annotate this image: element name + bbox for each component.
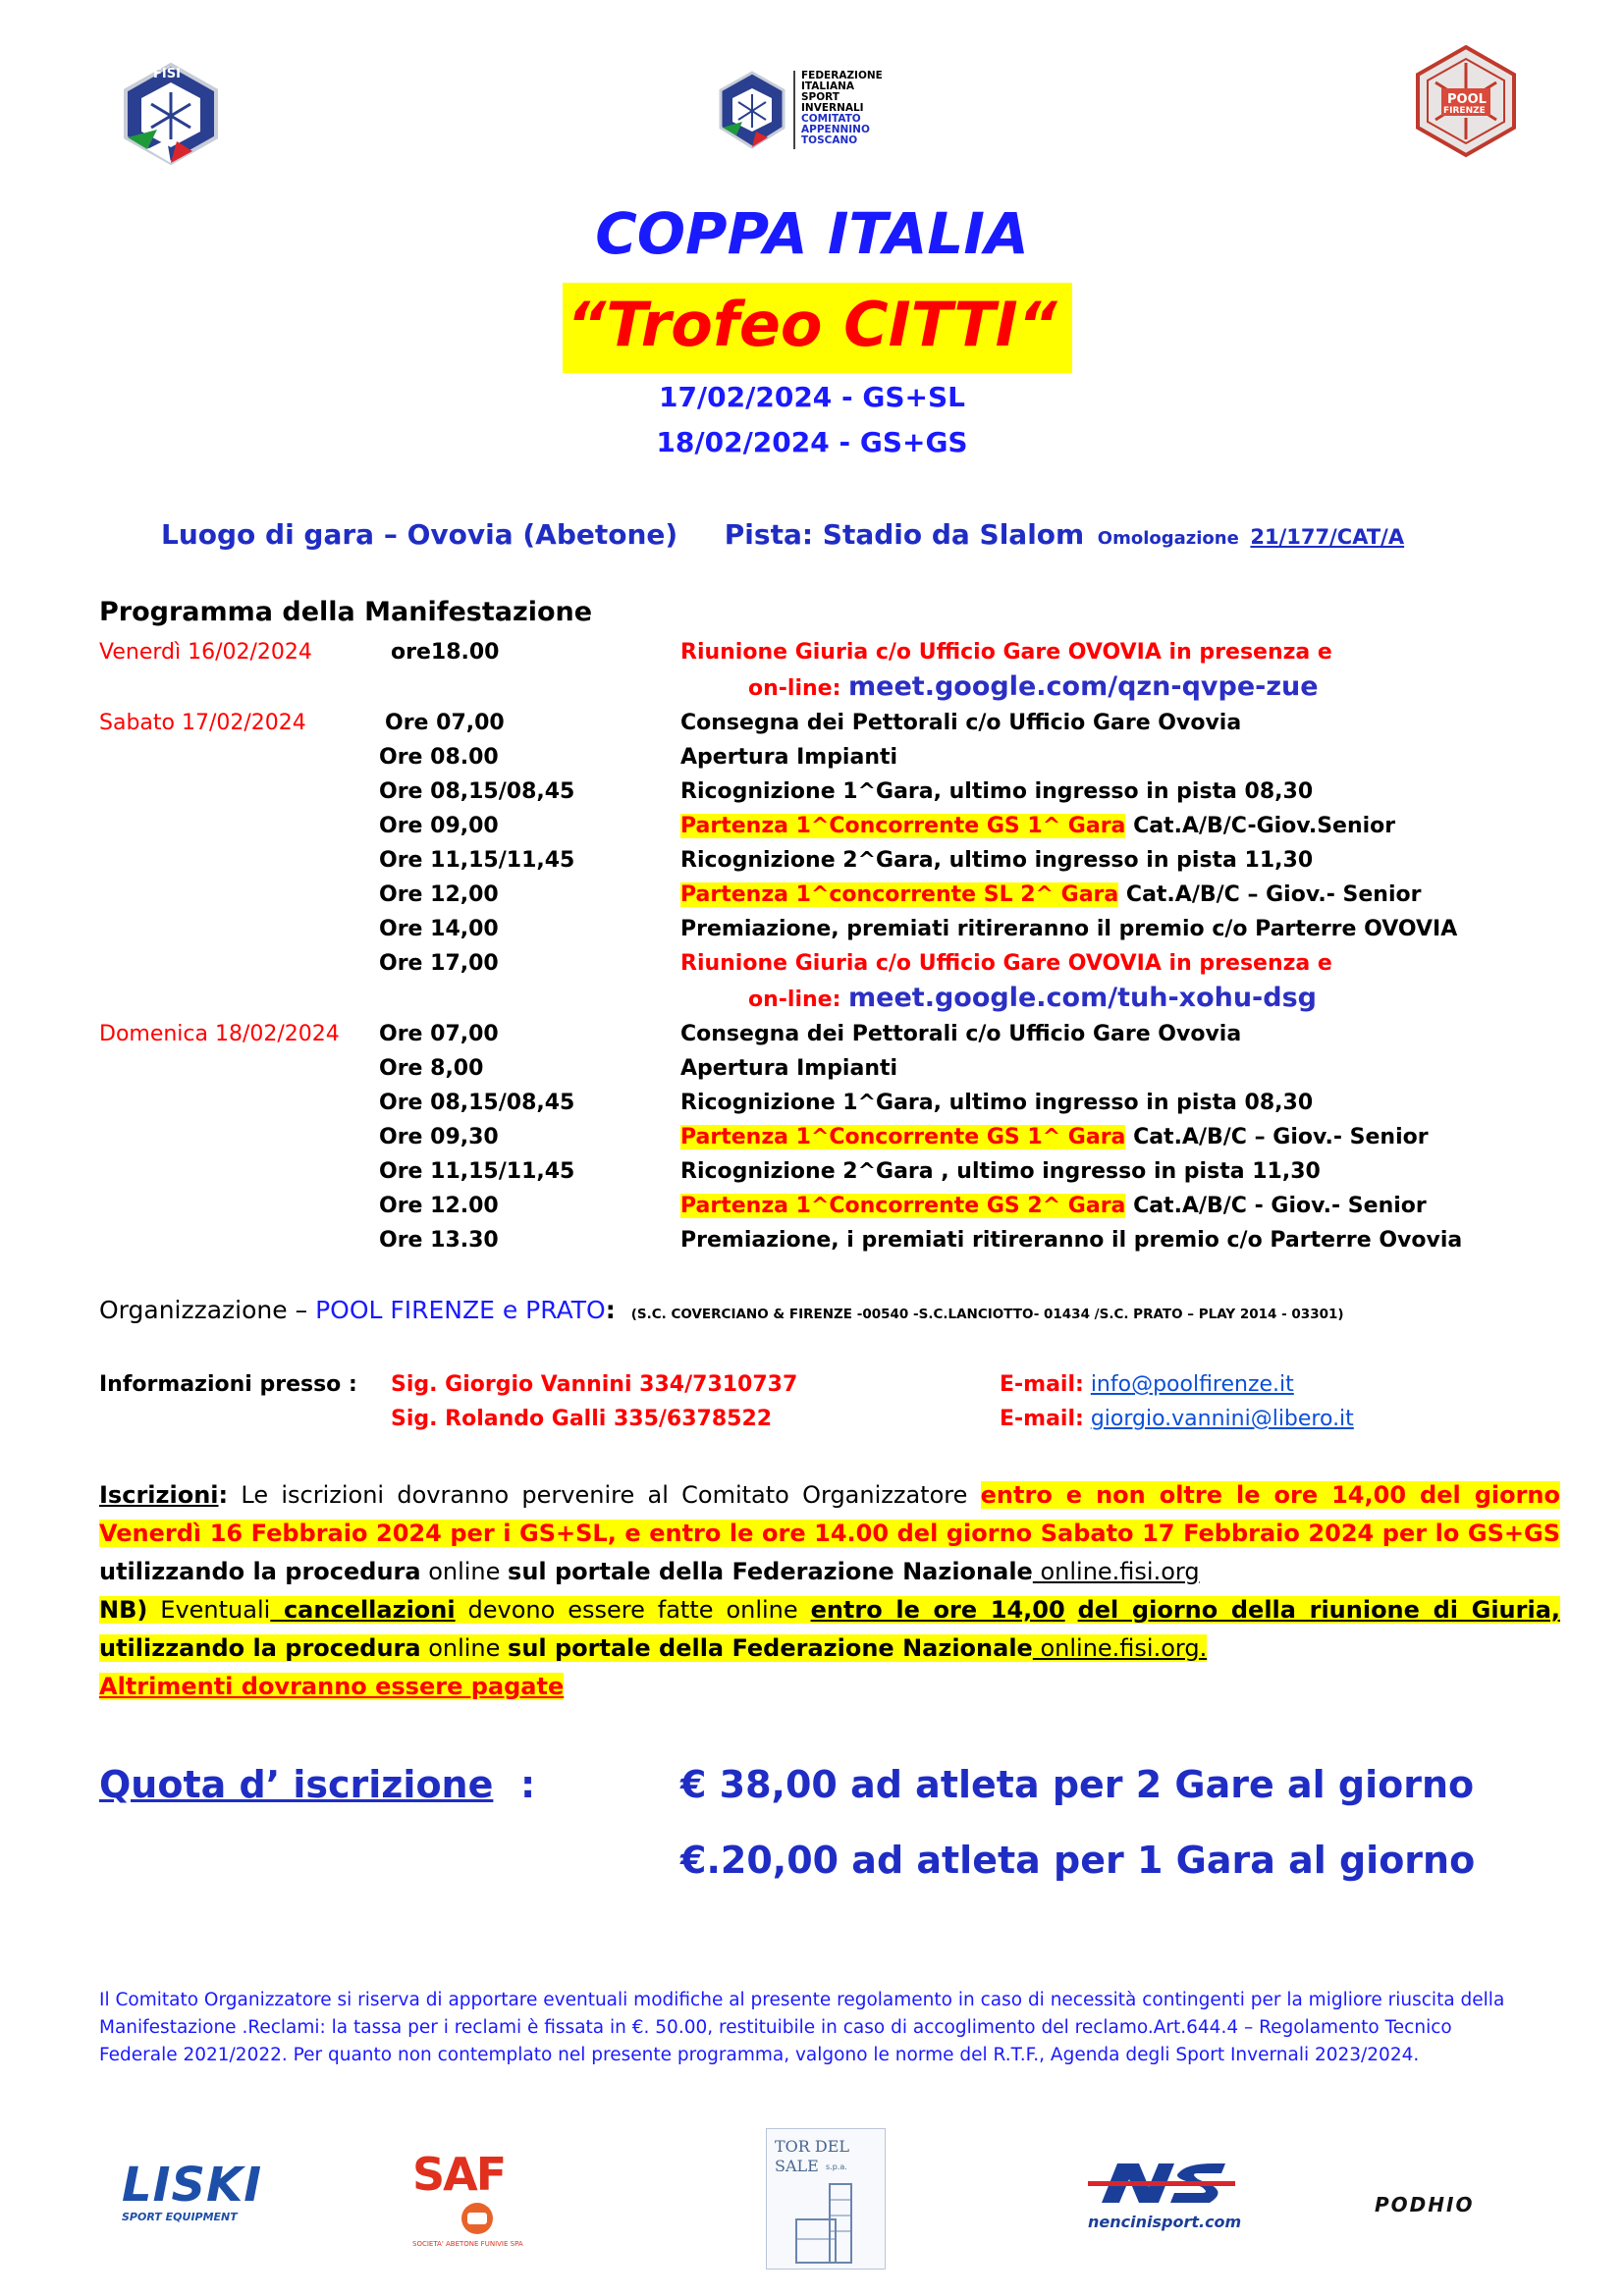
schedule-time: Ore 08,15/08,45 — [379, 1091, 575, 1115]
organization-details: (S.C. COVERCIANO & FIRENZE -00540 -S.C.LANCIOTTO- 01434 /S.C. PRATO – PLAY 2014 - 03301) — [630, 1307, 1344, 1322]
schedule-time: Ore 09,00 — [379, 814, 499, 838]
schedule-text: Ricognizione 1^Gara, ultimo ingresso in pista 08,30 — [680, 779, 1314, 804]
contact-1: Sig. Giorgio Vannini 334/7310737 — [391, 1372, 798, 1397]
organization-label: Organizzazione – — [99, 1296, 308, 1324]
registration-paragraph — [99, 1476, 1560, 1706]
fisi-committee-line: INVERNALI — [801, 102, 864, 114]
fisi-committee-line: SPORT — [801, 91, 839, 103]
sponsor-nencinisport — [1088, 2160, 1255, 2238]
day-saturday: Sabato 17/02/2024 — [99, 711, 306, 735]
schedule-time: Ore 8,00 — [379, 1056, 484, 1081]
fee-label: Quota d’ iscrizione — [99, 1763, 494, 1806]
schedule-time: Ore 09,30 — [379, 1125, 499, 1149]
schedule-text: Premiazione, premiati ritireranno il premio c/o Parterre OVOVIA — [680, 917, 1458, 941]
nb-deadline: del giorno della riunione di Giuria, — [1077, 1596, 1561, 1624]
nb-text: Eventuali — [147, 1596, 271, 1624]
category-text: Cat.A/B/C - Giov.- Senior — [1125, 1194, 1427, 1218]
fisi-committee-logo — [717, 67, 923, 155]
footer-note: Il Comitato Organizzatore si riserva di apportare eventuali modifiche al presente regolamento in caso di necessità contingenti per la migliore riuscita della Manifestazione .Reclami: la tassa per i reclami è fissata in €. 50.00, restituibile in caso di accoglimento del reclamo.Art.644.4 – Regolamento Tecnico Federale 2021/2022. Per quanto non contemplato nel presente programma, valgono le norme del R.T.F., Agenda degli Sport Invernali 2023/2024. — [99, 1990, 1505, 2065]
registration-deadline: entro e non oltre le ore 14,00 del giorno Venerdì 16 Febbraio 2024 per i GS+SL, e entro le ore 14.00 del giorno Sabato 17 Febbraio 2024 per lo GS+GS — [99, 1481, 1560, 1547]
fee-line-2: €.20,00 ad atleta per 1 Gara al giorno — [680, 1839, 1476, 1882]
registration-colon: : — [218, 1481, 229, 1509]
category-text: Cat.A/B/C-Giov.Senior — [1125, 814, 1396, 838]
day-sunday: Domenica 18/02/2024 — [99, 1022, 340, 1046]
podhio-logo-text: PODHIO — [1375, 2193, 1475, 2216]
schedule-time: ore18.00 — [391, 640, 500, 665]
nb-space — [1065, 1596, 1078, 1624]
nb-cancellation: cancellazioni — [270, 1596, 456, 1624]
schedule-text: Consegna dei Pettorali c/o Ufficio Gare Ovovia — [680, 711, 1242, 735]
fisi-committee-line: APPENNINO — [801, 124, 870, 135]
schedule-text: Ricognizione 1^Gara, ultimo ingresso in pista 08,30 — [680, 1091, 1314, 1115]
page-title: COPPA ITALIA — [595, 200, 1029, 267]
race-slope: Pista: Stadio da Slalom — [724, 518, 1085, 551]
schedule-text: Ricognizione 2^Gara, ultimo ingresso in pista 11,30 — [680, 848, 1314, 873]
nb-label: NB) — [99, 1596, 148, 1624]
registration-label: Iscrizioni — [99, 1481, 219, 1509]
fee-colon: : — [520, 1763, 536, 1806]
category-text: Cat.A/B/C – Giov.- Senior — [1118, 882, 1422, 907]
online-label: on-line: — [748, 676, 841, 701]
organization-name: POOL FIRENZE e PRATO — [315, 1296, 606, 1324]
nenci-logo-text: nencinisport.com — [1088, 2213, 1242, 2231]
fisi-portal-link[interactable]: online.fisi.org. — [1032, 1634, 1208, 1662]
start-highlight: Partenza 1^concorrente SL 2^ Gara — [680, 882, 1119, 907]
info-label: Informazioni presso : — [99, 1372, 357, 1397]
sponsor-podhio — [1375, 2193, 1512, 2222]
schedule-time: Ore 11,15/11,45 — [379, 1159, 575, 1184]
email-link[interactable]: giorgio.vannini@libero.it — [1090, 1407, 1354, 1431]
email-label: E-mail: — [1000, 1372, 1084, 1397]
fisi-committee-line: ITALIANA — [801, 80, 855, 92]
schedule-text: Premiazione, i premiati ritireranno il premio c/o Parterre Ovovia — [680, 1228, 1463, 1253]
schedule-time: Ore 08,15/08,45 — [379, 779, 575, 804]
nb-text: utilizzando la procedura — [99, 1634, 421, 1662]
nb-text: devono essere fatte online — [455, 1596, 811, 1624]
nb-text: sul portale della Federazione Nazionale — [508, 1634, 1033, 1662]
tor-logo-text: SALE — [775, 2157, 819, 2175]
registration-text: Le iscrizioni dovranno pervenire al Comitato Organizzatore — [228, 1481, 981, 1509]
online-label: on-line: — [748, 988, 841, 1012]
trophy-subtitle-text: “Trofeo CITTI“ — [567, 289, 1057, 360]
fisi-committee-line: TOSCANO — [801, 134, 858, 146]
race-date-1: 17/02/2024 - GS+SL — [658, 381, 966, 413]
start-highlight: Partenza 1^Concorrente GS 1^ Gara — [680, 1125, 1126, 1149]
payment-warning: Altrimenti dovranno essere pagate — [99, 1673, 565, 1700]
day-friday: Venerdì 16/02/2024 — [99, 640, 312, 665]
schedule-time: Ore 12.00 — [379, 1194, 499, 1218]
email-label: E-mail: — [1000, 1407, 1084, 1431]
homologation-label: Omologazione — [1097, 528, 1239, 549]
meet-link[interactable]: meet.google.com/tuh-xohu-dsg — [848, 983, 1317, 1013]
pool-logo-text: POOL — [1447, 92, 1487, 107]
schedule-time: Ore 17,00 — [379, 951, 499, 976]
firenze-logo-text: FIRENZE — [1443, 106, 1486, 116]
start-highlight: Partenza 1^Concorrente GS 2^ Gara — [680, 1194, 1126, 1218]
sponsor-tor-del-sale — [766, 2128, 886, 2269]
schedule-text: Riunione Giuria c/o Ufficio Gare OVOVIA in presenza e — [680, 951, 1332, 976]
schedule-text: Riunione Giuria c/o Ufficio Gare OVOVIA in presenza e — [680, 640, 1332, 665]
race-date-2: 18/02/2024 - GS+GS — [656, 426, 968, 458]
schedule-time: Ore 13.30 — [379, 1228, 499, 1253]
schedule-time: Ore 07,00 — [385, 711, 505, 735]
schedule-text: Ricognizione 2^Gara , ultimo ingresso in pista 11,30 — [680, 1159, 1321, 1184]
contact-2: Sig. Rolando Galli 335/6378522 — [391, 1407, 773, 1431]
fisi-portal-link[interactable]: online.fisi.org — [1032, 1558, 1200, 1585]
schedule-time: Ore 11,15/11,45 — [379, 848, 575, 873]
category-text: Cat.A/B/C – Giov.- Senior — [1125, 1125, 1429, 1149]
schedule-time: Ore 08.00 — [379, 745, 499, 770]
nb-text: online — [420, 1634, 509, 1662]
tor-logo-text: s.p.a. — [826, 2163, 847, 2171]
fisi-committee-line: COMITATO — [801, 113, 861, 125]
schedule-text: Apertura Impianti — [680, 745, 898, 770]
schedule-time: Ore 14,00 — [379, 917, 499, 941]
schedule-time: Ore 07,00 — [379, 1022, 499, 1046]
fee-line-1: € 38,00 ad atleta per 2 Gare al giorno — [680, 1763, 1475, 1806]
tor-logo-text: TOR DEL — [775, 2137, 850, 2156]
registration-text: utilizzando la procedura — [99, 1558, 421, 1585]
schedule-text: Apertura Impianti — [680, 1056, 898, 1081]
sponsor-liski — [122, 2160, 298, 2228]
race-location: Luogo di gara – Ovovia (Abetone) — [161, 518, 678, 551]
start-highlight: Partenza 1^Concorrente GS 1^ Gara — [680, 814, 1126, 838]
pool-firenze-logo — [1412, 43, 1520, 159]
registration-text: sul portale della Federazione Nazionale — [508, 1558, 1033, 1585]
saf-logo-text: SAF — [412, 2148, 506, 2201]
liski-logo-subtext: SPORT EQUIPMENT — [122, 2211, 238, 2223]
meet-link[interactable]: meet.google.com/qzn-qvpe-zue — [848, 671, 1319, 702]
fisi-logo — [118, 61, 224, 167]
sponsor-saf — [412, 2150, 550, 2258]
organization-colon: : — [605, 1296, 616, 1324]
email-link[interactable]: info@poolfirenze.it — [1090, 1372, 1294, 1397]
schedule-time: Ore 12,00 — [379, 882, 499, 907]
saf-logo-subtext: SOCIETA' ABETONE FUNIVIE SPA — [412, 2240, 523, 2248]
fisi-logo-text: FISI — [153, 67, 181, 81]
fisi-committee-line: FEDERAZIONE — [801, 70, 883, 81]
registration-text: online — [420, 1558, 509, 1585]
nb-deadline: entro le ore 14,00 — [810, 1596, 1065, 1624]
liski-logo-text: LISKI — [122, 2158, 263, 2213]
schedule-text: Consegna dei Pettorali c/o Ufficio Gare Ovovia — [680, 1022, 1242, 1046]
program-heading: Programma della Manifestazione — [99, 597, 593, 627]
homologation-value: 21/177/CAT/A — [1250, 525, 1405, 549]
